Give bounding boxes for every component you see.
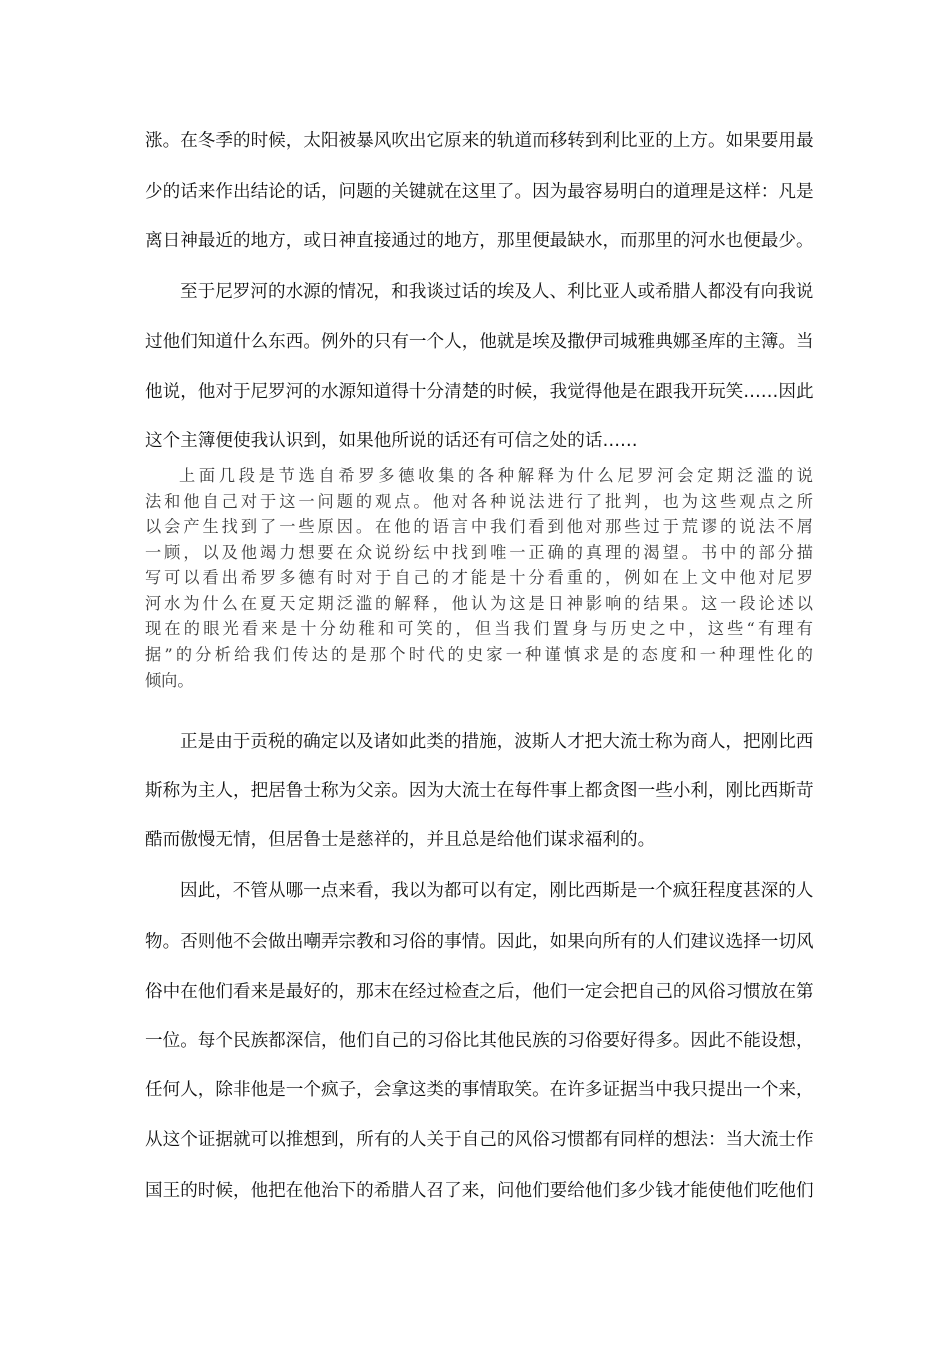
body-text-line: 过他们知道什么东西。例外的只有一个人，他就是埃及撒伊司城雅典娜圣库的主簿。当 xyxy=(145,332,814,352)
body-text-line: 俗中在他们看来是最好的，那末在经过检查之后，他们一定会把自己的风俗习惯放在第 xyxy=(145,982,814,1002)
body-text-line: 一位。每个民族都深信，他们自己的习俗比其他民族的习俗要好得多。因此不能设想， xyxy=(145,1031,814,1051)
body-text-line: 物。否则他不会做出嘲弄宗教和习俗的事情。因此，如果向所有的人们建议选择一切风 xyxy=(145,932,814,952)
commentary-line: 写可以看出希罗多德有时对于自己的才能是十分看重的，例如在上文中他对尼罗 xyxy=(145,568,813,587)
body-text-line: 少的话来作出结论的话，问题的关键就在这里了。因为最容易明白的道理是这样：凡是 xyxy=(145,182,814,202)
body-text-line: 国王的时候，他把在他治下的希腊人召了来，问他们要给他们多少钱才能使他们吃他们 xyxy=(145,1181,814,1201)
commentary-line: 现在的眼光看来是十分幼稚和可笑的，但当我们置身与历史之中，这些“有理有 xyxy=(145,619,813,638)
body-text-line: 酷而傲慢无情，但居鲁士是慈祥的，并且总是给他们谋求福利的。 xyxy=(145,830,656,850)
body-text-line: 这个主簿便使我认识到，如果他所说的话还有可信之处的话…… xyxy=(145,431,638,451)
commentary-line: 河水为什么在夏天定期泛滥的解释，他认为这是日神影响的结果。这一段论述以 xyxy=(145,594,813,613)
commentary-line: 上面几段是节选自希罗多德收集的各种解释为什么尼罗河会定期泛滥的说 xyxy=(179,466,813,485)
body-text-line: 涨。在冬季的时候，太阳被暴风吹出它原来的轨道而移转到利比亚的上方。如果要用最 xyxy=(145,131,814,151)
commentary-line: 一顾，以及他竭力想要在众说纷纭中找到唯一正确的真理的渴望。书中的部分描 xyxy=(145,543,813,562)
body-text-line: 正是由于贡税的确定以及诸如此类的措施，波斯人才把大流士称为商人，把刚比西 xyxy=(180,732,814,752)
commentary-line: 据”的分析给我们传达的是那个时代的史家一种谨慎求是的态度和一种理性化的 xyxy=(145,645,813,664)
body-text-line: 从这个证据就可以推想到，所有的人关于自己的风俗习惯都有同样的想法：当大流士作 xyxy=(145,1130,814,1150)
commentary-line: 法和他自己对于这一问题的观点。他对各种说法进行了批判，也为这些观点之所 xyxy=(145,492,813,511)
body-text-line: 因此，不管从哪一点来看，我以为都可以有定，刚比西斯是一个疯狂程度甚深的人 xyxy=(180,881,814,901)
body-text-line: 任何人，除非他是一个疯子，会拿这类的事情取笑。在许多证据当中我只提出一个来， xyxy=(145,1080,814,1100)
body-text-line: 至于尼罗河的水源的情况，和我谈过话的埃及人、利比亚人或希腊人都没有向我说 xyxy=(180,282,814,302)
commentary-line: 倾向。 xyxy=(145,671,194,690)
body-text-line: 离日神最近的地方，或日神直接通过的地方，那里便最缺水，而那里的河水也便最少。 xyxy=(145,231,814,251)
body-text-line: 他说，他对于尼罗河的水源知道得十分清楚的时候，我觉得他是在跟我开玩笑……因此 xyxy=(145,382,814,402)
body-text-line: 斯称为主人，把居鲁士称为父亲。因为大流士在每件事上都贪图一些小利，刚比西斯苛 xyxy=(145,781,814,801)
commentary-line: 以会产生找到了一些原因。在他的语言中我们看到他对那些过于荒谬的说法不屑 xyxy=(145,517,813,536)
